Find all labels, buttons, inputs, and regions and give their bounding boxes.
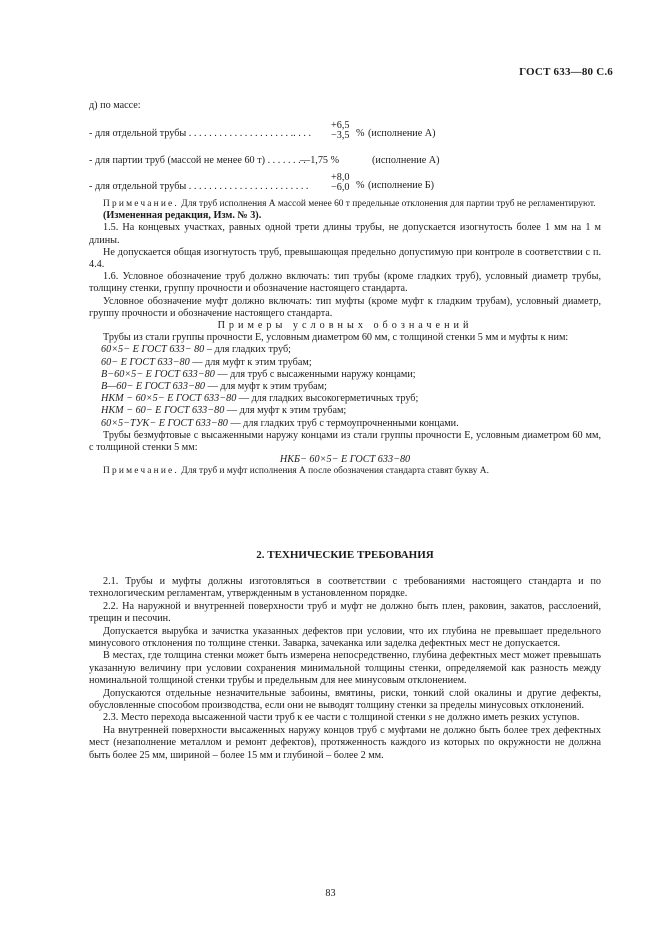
- example-code: НКМ − 60− Е ГОСТ 633−80: [101, 405, 225, 417]
- section-text: [89, 576, 601, 762]
- paragraph-depth: В местах, где толщина стенки может быть измерена непосредственно, глубина дефектных мест может превышать указанную величину при условии сохранения минимальной толщины стенки, определяемой как разность между номинальной толщиной стенки трубы и предельным для нее минусовым отклонением.: [89, 650, 601, 687]
- example-code: 60×5− Е ГОСТ 633− 80: [101, 344, 205, 356]
- tolerance-single: —1,75 %: [300, 155, 340, 166]
- example-code: В—60− Е ГОСТ 633−80: [101, 381, 206, 393]
- tolerance-upper: +6,5: [331, 120, 350, 131]
- execution-note: (исполнение А): [368, 128, 436, 139]
- paragraph-curvature: Не допускается общая изогнутость труб, превышающая предельно допустимую при контроле в соответствии с п. 4.4.: [89, 246, 601, 271]
- execution-note: (исполнение Б): [368, 180, 435, 191]
- page-header: ГОСТ 633—80 С.6: [519, 66, 613, 78]
- tolerance-lower: −3,5: [331, 130, 350, 141]
- note-label: Примечание.: [103, 199, 179, 209]
- note-text: Для труб исполнения А массой менее 60 т предельные отклонения для партии труб не регламентируют.: [178, 199, 596, 209]
- example-desc: – для гладких труб;: [204, 344, 291, 356]
- paragraph-inner-surface: На внутренней поверхности высаженных наружу концов труб с муфтами не должно быть более трех дефектных мест (незаполнение металлом и ремонт дефектов), протяженность каждого из которых по окружности не должна быть более 25 мм, шириной – более 15 мм и глубиной – более 2 мм.: [89, 724, 601, 761]
- example-desc: — для труб с высаженными наружу концами;: [214, 368, 416, 380]
- mass-heading: д) по массе:: [89, 100, 141, 111]
- paragraph-1-5: 1.5. На концевых участках, равных одной трети длины трубы, не допускается изогнутость более 1 мм на 1 м длины.: [89, 222, 601, 246]
- mass-row-label: - для отдельной трубы . . . . . . . . . . . . . . . . . . . . . . . .: [89, 181, 309, 192]
- example-desc: — для гладких труб с термоупрочненными концами.: [227, 417, 459, 429]
- edition-note: (Измененная редакция, Изм. № 3).: [103, 210, 262, 222]
- paragraph-2-1: 2.1. Трубы и муфты должны изготовляться в соответствии с требованиями настоящего стандарта и по технологическим регламентам, утвержденным в установленном порядке.: [89, 576, 601, 600]
- example-code: 60− Е ГОСТ 633−80: [101, 356, 190, 368]
- section-title: 2. ТЕХНИЧЕСКИЕ ТРЕБОВАНИЯ: [256, 549, 434, 561]
- text-run: не должно иметь резких уступов.: [432, 712, 580, 724]
- example-code: 60×5−ТУК− Е ГОСТ 633−80: [101, 417, 228, 429]
- note-label: Примечание.: [103, 466, 179, 477]
- example-desc: — для гладких высокогерметичных труб;: [236, 393, 419, 405]
- paragraph-nonsleeve: Трубы безмуфтовые с высаженными наружу концами из стали группы прочности Е, условным диаметром 60 мм, с толщиной стенки 5 мм:: [89, 429, 601, 454]
- paragraph-examples-intro: Трубы из стали группы прочности Е, условным диаметром 60 мм, с толщиной стенки 5 мм и муфты к ним:: [103, 332, 569, 344]
- example-code: В−60×5− Е ГОСТ 633−80: [101, 368, 215, 380]
- example-line: [89, 344, 601, 356]
- note-paragraph: [89, 466, 601, 477]
- example-line: [89, 369, 601, 381]
- tolerance-stack: [331, 173, 349, 193]
- example-line: [89, 381, 601, 393]
- example-desc: — для муфт к этим трубам;: [189, 356, 312, 368]
- text-run: 2.3. Место перехода высаженной части труб к ее части с толщиной стенки: [103, 712, 429, 724]
- mass-row-label: - для партии труб (массой не менее 60 т) . . . . . . . .: [89, 155, 306, 166]
- example-line: [89, 393, 601, 405]
- paragraph-minor-defects: Допускаются отдельные незначительные забоины, вмятины, риски, тонкий слой окалины и другие дефекты, обусловленные способом производства, если они не выводят толщину стенки за пределы минусовых отклонений.: [89, 687, 601, 712]
- nkb-designation: НКБ− 60×5− Е ГОСТ 633−80: [279, 454, 411, 466]
- example-line: [89, 357, 601, 369]
- note-text: Для труб и муфт исполнения А после обозначения стандарта ставят букву А.: [178, 466, 489, 477]
- mass-row-label: - для отдельной трубы . . . . . . . . . . . . . . . . . . . . .. . . .: [89, 128, 312, 139]
- example-line: [89, 418, 601, 430]
- tolerance-lower: −6,0: [331, 182, 350, 193]
- page-number: 83: [325, 888, 336, 899]
- example-desc: — для муфт к этим трубам;: [224, 405, 347, 417]
- tolerance-upper: +8,0: [331, 172, 350, 183]
- tolerance-stack: [331, 121, 349, 141]
- examples-title: Примеры условных обозначений: [217, 320, 473, 332]
- paragraph-1-6: 1.6. Условное обозначение труб должно включать: тип трубы (кроме гладких труб), условный диаметр трубы, толщину стенки, группу прочности и обозначение настоящего стандарта.: [89, 271, 601, 295]
- symbol-s: s: [428, 712, 433, 724]
- paragraph-coupling: Условное обозначение муфт должно включать: тип муфты (кроме муфт к гладким трубам), условный диаметр, группу прочности и обозначение настоящего стандарта.: [89, 295, 601, 319]
- tolerance-unit: %: [356, 180, 365, 191]
- example-code: НКМ − 60×5− Е ГОСТ 633−80: [101, 393, 237, 405]
- execution-note: (исполнение А): [372, 155, 440, 166]
- main-text: [89, 199, 601, 478]
- paragraph-2-2: 2.2. На наружной и внутренней поверхности труб и муфт не должно быть плен, раковин, закатов, расслоений, трещин и песочин.: [89, 600, 601, 625]
- example-line: [89, 405, 601, 417]
- example-desc: — для муфт к этим трубам;: [205, 381, 327, 393]
- tolerance-unit: %: [356, 128, 365, 139]
- paragraph-cleaning: Допускается вырубка и зачистка указанных дефектов при условии, что их глубина не превышает предельного минусового отклонения по толщине стенки. Заварка, зачеканка или заделка дефектных мест не допускается.: [89, 625, 601, 650]
- note-paragraph: [89, 199, 601, 210]
- paragraph-2-3: [89, 712, 601, 724]
